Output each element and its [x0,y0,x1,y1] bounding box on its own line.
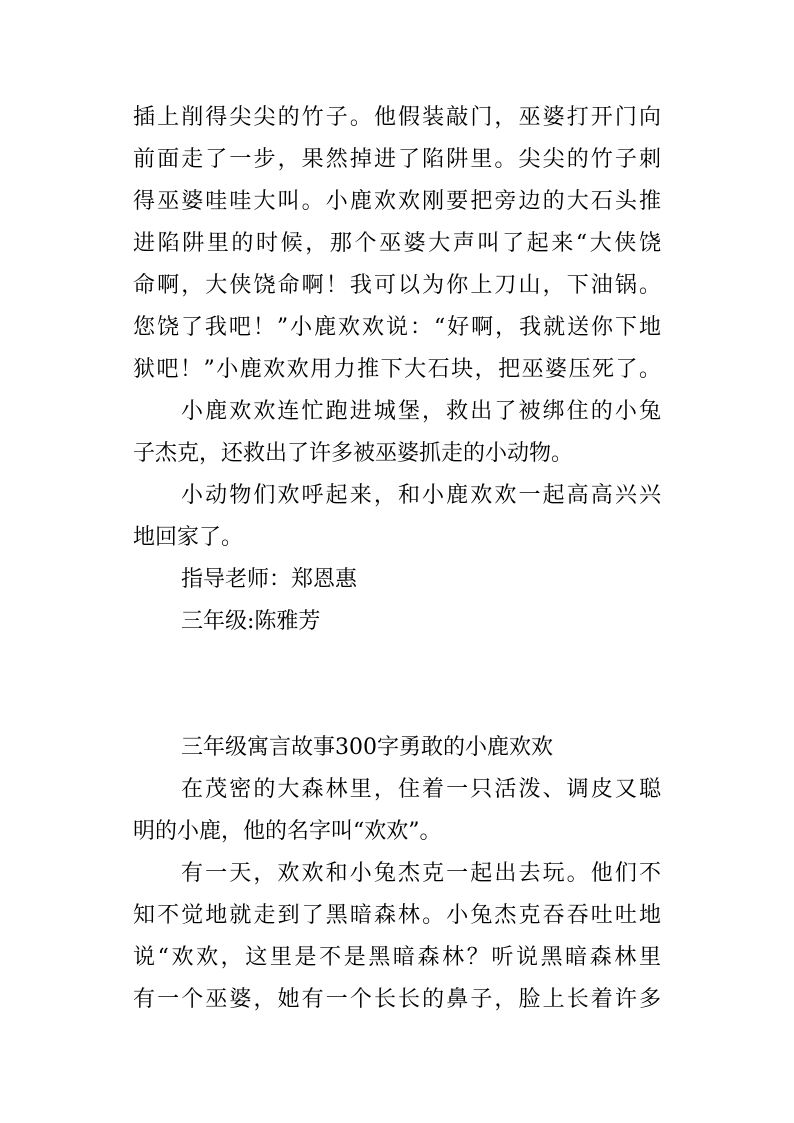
text-line: 明的小鹿，他的名字叫“欢欢”。 [133,819,442,844]
text-line: 在茂密的大森林里，住着一只活泼、调皮又聪 [181,777,661,802]
author-credit: 三年级:陈雅芳 [181,609,321,634]
text-line: 前面走了一步，果然掉进了陷阱里。尖尖的竹子刺 [133,147,661,172]
text-line: 小鹿欢欢连忙跑进城堡，救出了被绑住的小兔 [181,399,661,424]
text-line: 小动物们欢呼起来，和小鹿欢欢一起高高兴兴 [181,483,661,508]
text-line: 说“欢欢，这里是不是黑暗森林？听说黑暗森林里 [133,945,661,970]
blank-line [133,643,661,685]
text-line: 命啊，大侠饶命啊！我可以为你上刀山，下油锅。 [133,273,661,298]
text-line: 得巫婆哇哇大叫。小鹿欢欢刚要把旁边的大石头推 [133,189,661,214]
text-line: 知不觉地就走到了黑暗森林。小兔杰克吞吞吐吐地 [133,903,661,928]
text-line: 您饶了我吧！”小鹿欢欢说：“好啊，我就送你下地 [133,315,661,340]
teacher-credit: 指导老师：郑恩惠 [181,567,358,592]
text-block [133,97,661,1021]
text-line: 有一天，欢欢和小兔杰克一起出去玩。他们不 [181,861,661,886]
text-line: 插上削得尖尖的竹子。他假装敲门，巫婆打开门向 [133,105,661,130]
text-line: 地回家了。 [133,525,244,550]
text-line: 进陷阱里的时候，那个巫婆大声叫了起来“大侠饶 [133,231,661,256]
text-line: 有一个巫婆，她有一个长长的鼻子，脸上长着许多 [133,987,661,1012]
blank-line [133,685,661,727]
text-line: 狱吧！”小鹿欢欢用力推下大石块，把巫婆压死了。 [133,357,661,382]
article-title: 三年级寓言故事300字勇敢的小鹿欢欢 [181,735,553,760]
text-line: 子杰克，还救出了许多被巫婆抓走的小动物。 [133,441,574,466]
